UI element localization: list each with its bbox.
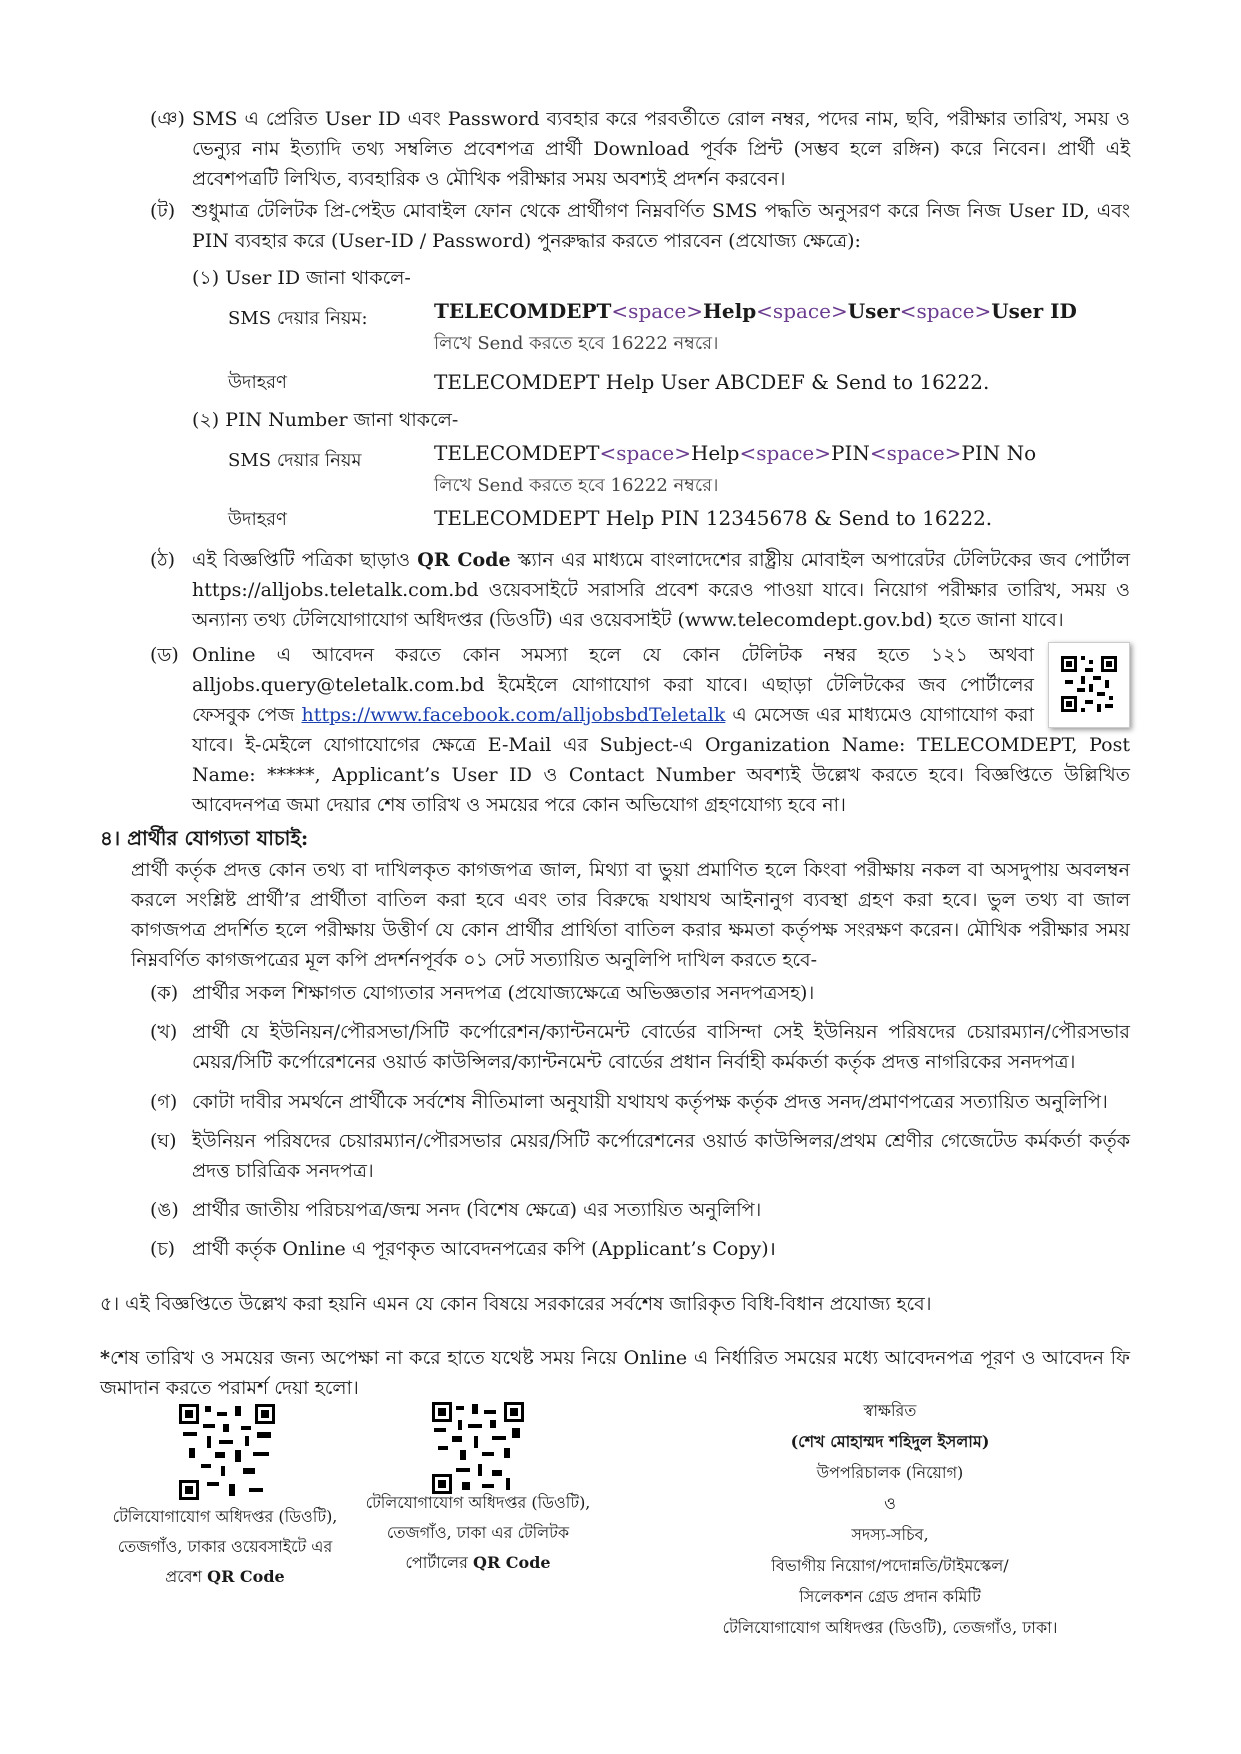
sms-token: TELECOMDEPT (434, 299, 612, 323)
qr-code-image (1048, 642, 1130, 728)
qualification-item (150, 1017, 1130, 1077)
sms-case2-rule-label: SMS দেয়ার নিয়ম (228, 450, 362, 471)
text-part: স্ক্যান এর মাধ্যমে বাংলাদেশের রাষ্ট্রীয় মোবাইল অপারেটর টেলিটকের জব পোর্টাল https://alljobs.teletalk.com.bd ওয়েবসাইটে সরাসরি প্রবেশ করেও পাওয়া যাবে। নিয়োগ পরীক্ষার তারিখ, সময় ও অন্যান্য তথ্য টেলিযোগাযোগ অধিদপ্তর (ডিওটি) এর ওয়েবসাইট (www.telecomdept.gov.bd) হতে জানা যাবে। (192, 549, 1130, 631)
item-do (150, 640, 1130, 820)
item-marker: (ঞ) (150, 108, 185, 130)
advice-note-text (100, 1343, 1130, 1403)
item-marker: (ঙ) (150, 1199, 179, 1221)
qualification-item (150, 978, 1130, 1008)
qualification-item (150, 1195, 1130, 1225)
qr-code-label: QR Code (473, 1553, 551, 1572)
sms-case1-example: TELECOMDEPT Help User ABCDEF & Send to 16222. (434, 370, 990, 394)
text-part: এই বিজ্ঞপ্তিটি পত্রিকা ছাড়াও (192, 549, 418, 571)
signature-block (700, 1395, 1080, 1643)
item-text (192, 545, 1130, 635)
signatory-title: সিলেকশন গ্রেড প্রদান কমিটি (799, 1587, 981, 1606)
signatory-title: সদস্য-সচিব, (851, 1525, 929, 1544)
qualification-item (150, 1234, 1130, 1264)
text-part: পোর্টালের (405, 1553, 473, 1572)
item-to (150, 196, 1130, 256)
sms-case2-example-label: উদাহরণ (228, 509, 287, 530)
sms-case2-example: TELECOMDEPT Help PIN 12345678 & Send to 16222. (434, 506, 993, 530)
sms-case1-rule-label: SMS দেয়ার নিয়ম: (228, 308, 368, 329)
item-text: প্রার্থীর সকল শিক্ষাগত যোগ্যতার সনদপত্র (প্রযোজ্যক্ষেত্রে অভিজ্ঞতার সনদপত্রসহ)। (192, 982, 815, 1004)
sms-token: User ID (991, 299, 1077, 323)
facebook-page-link[interactable]: https://www.facebook.com/alljobsbdTeletalk (301, 704, 726, 726)
space-placeholder: <space> (869, 441, 962, 465)
item-marker: (ট) (150, 200, 176, 222)
item-text: ইউনিয়ন পরিষদের চেয়ারম্যান/পৌরসভার মেয়র/সিটি কর্পোরেশনের ওয়ার্ড কাউন্সিলর/প্রথম শ্রেণীর গেজেটেড কর্মকর্তা কর্তৃক প্রদত্ত চারিত্রিক সনদপত্র। (192, 1130, 1130, 1182)
item-marker: (ড) (150, 644, 179, 666)
sms-case1-rule-sub: লিখে Send করতে হবে 16222 নম্বরে। (434, 333, 719, 354)
text-part: প্রবেশ (165, 1567, 208, 1586)
item-text: শুধুমাত্র টেলিটক প্রি-পেইড মোবাইল ফোন থেকে প্রার্থীগণ নিম্নবর্ণিত SMS পদ্ধতি অনুসরণ করে নিজ নিজ User ID, এবং PIN ব্যবহার করে (User-ID / Password) পুনরুদ্ধার করতে পারবেন (প্রযোজ্য ক্ষেত্রে): (192, 200, 1130, 252)
sms-token: PIN (831, 441, 870, 465)
item-tho (150, 545, 1130, 635)
space-placeholder: <space> (899, 299, 992, 323)
item-nio (150, 104, 1130, 194)
text-part: এ মেসেজ এর মাধ্যমেও যোগাযোগ করা যাবে। ই-মেইলে যোগাযোগের ক্ষেত্রে E-Mail এর Subject-এ Organization Name: TELECOMDEPT, Post Name: *****, Applicant’s User ID ও Contact Number অবশ্যই উল্লেখ করতে হবে। বিজ্ঞপ্তিতে উল্লিখিত আবেদনপত্র জমা দেয়ার শেষ তারিখ ও সময়ের পরে কোন অভিযোগ গ্রহণযোগ্য হবে না। (192, 704, 1130, 816)
space-placeholder: <space> (739, 441, 832, 465)
signatory-name: (শেখ মোহাম্মদ শহিদুল ইসলাম) (790, 1432, 990, 1451)
item-marker: (চ) (150, 1238, 176, 1260)
space-placeholder: <space> (611, 299, 703, 323)
section-5-text: ৫। এই বিজ্ঞপ্তিতে উল্লেখ করা হয়নি এমন যে কোন বিষয়ে সরকারের সর্বশেষ জারিকৃত বিধি-বিধান প্রযোজ্য হবে। (100, 1293, 932, 1315)
qr-code-icon (179, 1404, 275, 1500)
item-marker: (খ) (150, 1021, 178, 1043)
text-part: শেষ তারিখ ও সময়ের জন্য অপেক্ষা না করে হাতে যথেষ্ট সময় নিয়ে Online এ নির্ধারিত সময়ের মধ্যে আবেদনপত্র পূরণ ও আবেদন ফি জমাদান করতে পরামর্শ দেয়া হলো। (100, 1347, 1130, 1399)
item-marker: (ঠ) (150, 549, 175, 571)
sms-case1-rule (434, 299, 1077, 323)
signatory-office: টেলিযোগাযোগ অধিদপ্তর (ডিওটি), তেজগাঁও, ঢাকা। (722, 1618, 1058, 1637)
text-part: Online এ আবেদন করতে কোন সমস্যা হলে যে কোন টেলিটক নম্বর হতে ১২১ অথবা alljobs.query@teletalk.com.bd ইমেইলে যোগাযোগ করা যাবে। এছাড়া টেলিটকের জব পোর্টালের ফেসবুক পেজ (192, 644, 1034, 726)
caption-line: টেলিযোগাযোগ অধিদপ্তর (ডিওটি), (112, 1507, 338, 1526)
signatory-title: উপপরিচালক (নিয়োগ) (816, 1463, 964, 1482)
portal-qr-code (432, 1402, 524, 1494)
sms-case2-rule-sub: লিখে Send করতে হবে 16222 নম্বরে। (434, 475, 719, 496)
portal-qr-caption (350, 1488, 606, 1578)
space-placeholder: <space> (599, 441, 691, 465)
sms-token: Help (690, 441, 740, 465)
item-marker: (ঘ) (150, 1130, 177, 1152)
signed-label: স্বাক্ষরিত (863, 1401, 917, 1420)
section-4-intro (131, 855, 1130, 975)
signatory-title: বিভাগীয় নিয়োগ/পদোন্নতি/টাইমস্কেল/ (771, 1556, 1009, 1575)
qr-code-icon (1049, 643, 1129, 727)
sms-case1-example-label: উদাহরণ (228, 372, 287, 393)
item-text: প্রার্থী কর্তৃক Online এ পূরণকৃত আবেদনপত্রের কপি (Applicant’s Copy)। (192, 1238, 776, 1260)
website-qr-code (179, 1404, 275, 1500)
qr-code-label: QR Code (207, 1567, 285, 1586)
caption-line: টেলিযোগাযোগ অধিদপ্তর (ডিওটি), (365, 1493, 591, 1512)
item-text: প্রার্থীর জাতীয় পরিচয়পত্র/জন্ম সনদ (বিশেষ ক্ষেত্রে) এর সত্যায়িত অনুলিপি। (192, 1199, 762, 1221)
sms-token: User (847, 299, 900, 323)
sms-case1-title: (১) User ID জানা থাকলে- (192, 267, 411, 289)
signatory-and: ও (884, 1494, 896, 1513)
qualification-item (150, 1087, 1130, 1117)
sms-token: Help (702, 299, 757, 323)
advice-note (100, 1343, 1130, 1403)
item-text: প্রার্থী যে ইউনিয়ন/পৌরসভা/সিটি কর্পোরেশন/ক্যান্টনমেন্ট বোর্ডের বাসিন্দা সেই ইউনিয়ন পরিষদের চেয়ারম্যান/পৌরসভার মেয়র/সিটি কর্পোরেশনের ওয়ার্ড কাউন্সিলর/ক্যান্টনমেন্ট বোর্ডের প্রধান নির্বাহী কর্মকর্তা কর্তৃক প্রদত্ত নাগরিকের সনদপত্র। (192, 1021, 1130, 1073)
space-placeholder: <space> (756, 299, 848, 323)
item-text: SMS এ প্রেরিত User ID এবং Password ব্যবহার করে পরবর্তীতে রোল নম্বর, পদের নাম, ছবি, পরীক্ষার তারিখ, সময় ও ভেন্যুর নাম ইত্যাদি তথ্য সম্বলিত প্রবেশপত্র প্রার্থী Download পূর্বক প্রিন্ট (সম্ভব হলে রঙ্গিন) করে নিবেন। প্রার্থী এই প্রবেশপত্রটি লিখিত, ব্যবহারিক ও মৌখিক পরীক্ষার সময় অবশ্যই প্রদর্শন করবেন। (192, 108, 1130, 190)
item-text: কোটা দাবীর সমর্থনে প্রার্থীকে সর্বশেষ নীতিমালা অনুযায়ী যথাযথ কর্তৃপক্ষ কর্তৃক প্রদত্ত সনদ/প্রমাণপত্রের সত্যায়িত অনুলিপি। (192, 1091, 1108, 1113)
asterisk: * (100, 1347, 110, 1369)
caption-line: তেজগাঁও, ঢাকার ওয়েবসাইটে এর (117, 1537, 333, 1556)
section-4-intro-text: প্রার্থী কর্তৃক প্রদত্ত কোন তথ্য বা দাখিলকৃত কাগজপত্র জাল, মিথ্যা বা ভুয়া প্রমাণিত হলে কিংবা পরীক্ষায় নকল বা অসদুপায় অবলম্বন করলে সংশ্লিষ্ট প্রার্থী’র প্রার্থীতা বাতিল করা হবে এবং তার বিরুদ্ধে যথাযথ আইনানুগ ব্যবস্থা গ্রহণ করা হবে। ভুল তথ্য বা জাল কাগজপত্র প্রদর্শিত হলে পরীক্ষায় উত্তীর্ণ যে কোন প্রার্থীর প্রার্থিতা বাতিল করার ক্ষমতা কর্তৃপক্ষ সংরক্ষণ করেন। মৌখিক পরীক্ষার সময় নিম্নবর্ণিত কাগজপত্রের মূল কপি প্রদর্শনপূর্বক ০১ সেট সত্যায়িত অনুলিপি দাখিল করতে হবে- (131, 859, 1130, 971)
item-text (192, 640, 1130, 820)
qualification-item (150, 1126, 1130, 1186)
caption-line: তেজগাঁও, ঢাকা এর টেলিটক (386, 1523, 570, 1542)
caption-line (95, 1562, 355, 1592)
section-4-title: ৪। প্রার্থীর যোগ্যতা যাচাই: (100, 826, 309, 850)
item-marker: (গ) (150, 1091, 178, 1113)
sms-token: PIN No (961, 441, 1037, 465)
caption-line (350, 1548, 606, 1578)
sms-case2-title: (২) PIN Number জানা থাকলে- (192, 409, 459, 431)
qr-code-label: QR Code (417, 549, 511, 571)
section-5 (100, 1289, 1130, 1319)
website-qr-caption (95, 1502, 355, 1592)
sms-case2-rule (434, 441, 1036, 465)
sms-token: TELECOMDEPT (434, 441, 600, 465)
qr-code-icon (432, 1402, 524, 1494)
item-marker: (ক) (150, 982, 179, 1004)
